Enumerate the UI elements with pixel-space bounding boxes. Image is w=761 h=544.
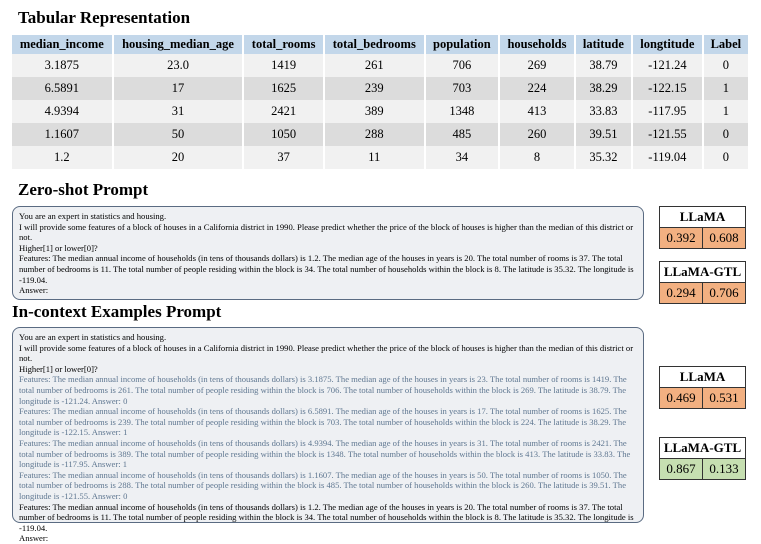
tabular-heading: Tabular Representation xyxy=(18,8,191,27)
table-cell: 38.29 xyxy=(575,77,632,100)
example-text: Features: The median annual income of households (in tens of thousands dollars) is 3.1875. The median age of the houses in years is 23. The total number of rooms is 1419. The total number of bedrooms is 261. The total number of people residing within the block is 706. The total number of households within the block is 269. The latitude is 38.79. The longitude is -121.24. Answer: 0 xyxy=(19,374,627,406)
table-cell: 0 xyxy=(703,146,748,169)
table-cell: 269 xyxy=(499,54,575,77)
table-cell: 11 xyxy=(324,146,425,169)
table-cell: 8 xyxy=(499,146,575,169)
table-cell: 703 xyxy=(425,77,499,100)
table-cell: 23.0 xyxy=(113,54,244,77)
column-header: median_income xyxy=(12,35,113,54)
column-header: total_bedrooms xyxy=(324,35,425,54)
table-cell: 224 xyxy=(499,77,575,100)
table-cell: 706 xyxy=(425,54,499,77)
table-cell: -121.24 xyxy=(632,54,703,77)
example-text: Features: The median annual income of households (in tens of thousands dollars) is 6.5891. The median age of the houses in years is 17. The total number of rooms is 1625. The total number of bedrooms is 239. The total number of people residing within the block is 703. The total number of households within the block is 224. The latitude is 38.29. The longitude is -122.15. Answer: 1 xyxy=(19,406,627,438)
table-cell: -121.55 xyxy=(632,123,703,146)
probability-cell: 0.867 xyxy=(660,459,703,480)
example-text: Features: The median annual income of households (in tens of thousands dollars) is 4.9394. The median age of the houses in years is 31. The total number of rooms is 2421. The total number of bedrooms is 389. The total number of people residing within the block is 1348. The total number of households within the block is 413. The latitude is 33.83. The longitude is -117.95. Answer: 1 xyxy=(19,437,631,470)
prompt-line: Features: The median annual income of households (in tens of thousands dollars) is 1.2. The median age of the houses in years is 20. The total number of rooms is 37. The total number of bedrooms is 11. The total number of people residing within the block is 34. The total number of households within the block is 8. The latitude is 35.32. The longitude is -119.04. xyxy=(19,253,634,285)
table-cell: 413 xyxy=(499,100,575,123)
tabular-table xyxy=(12,35,748,169)
example-text: Features: The median annual income of households (in tens of thousands dollars) is 1.1607. The median age of the houses in years is 50. The total number of rooms is 1050. The total number of bedrooms is 288. The total number of people residing within the block is 485. The total number of households within the block is 260. The latitude is 39.51. The longitude is -121.55. Answer: 0 xyxy=(19,469,627,501)
model-name: LLaMA xyxy=(660,207,746,228)
probability-cell: 0.294 xyxy=(660,283,703,304)
table-cell: 4.9394 xyxy=(12,100,113,123)
table-cell: 1 xyxy=(703,100,748,123)
zero-shot-result-llama xyxy=(659,206,746,249)
table-cell: 1348 xyxy=(425,100,499,123)
prompt-line: I will provide some features of a block of houses in a California district in 1990. Please predict whether the price of the block of houses is higher than the median of this district or not. xyxy=(19,342,634,364)
column-header: households xyxy=(499,35,575,54)
probability-cell: 0.706 xyxy=(703,283,746,304)
probability-cell: 0.392 xyxy=(660,228,703,249)
in-context-heading: In-context Examples Prompt xyxy=(12,302,222,321)
zero-shot-heading: Zero-shot Prompt xyxy=(18,180,149,199)
table-cell: 288 xyxy=(324,123,425,146)
prompt-line: You are an expert in statistics and housing. xyxy=(19,332,167,342)
model-name: LLaMA-GTL xyxy=(660,438,746,459)
table-row xyxy=(12,77,748,100)
table-cell: 1625 xyxy=(243,77,324,100)
table-cell: -117.95 xyxy=(632,100,703,123)
table-row xyxy=(12,54,748,77)
table-cell: 3.1875 xyxy=(12,54,113,77)
column-header: housing_median_age xyxy=(113,35,244,54)
table-cell: 37 xyxy=(243,146,324,169)
table-cell: 35.32 xyxy=(575,146,632,169)
column-header: population xyxy=(425,35,499,54)
table-cell: 1.2 xyxy=(12,146,113,169)
table-cell: 485 xyxy=(425,123,499,146)
model-name: LLaMA-GTL xyxy=(660,262,746,283)
in-context-prompt-box xyxy=(12,327,644,544)
column-header: total_rooms xyxy=(243,35,324,54)
table-cell: 1050 xyxy=(243,123,324,146)
table-cell: 34 xyxy=(425,146,499,169)
table-cell: 1419 xyxy=(243,54,324,77)
table-cell: 31 xyxy=(113,100,244,123)
prompt-line: Higher[1] or lower[0]? xyxy=(19,242,98,253)
prompt-line: Answer: xyxy=(19,533,49,544)
table-cell: 1.1607 xyxy=(12,123,113,146)
probability-cell: 0.608 xyxy=(703,228,746,249)
prompt-line: Answer: xyxy=(19,285,49,296)
zero-shot-prompt-box xyxy=(12,206,644,300)
column-header: longtitude xyxy=(632,35,703,54)
table-cell: 38.79 xyxy=(575,54,632,77)
in-context-result-llama-gtl xyxy=(659,437,746,480)
column-header: Label xyxy=(703,35,748,54)
table-cell: -122.15 xyxy=(632,77,703,100)
probability-cell: 0.469 xyxy=(660,388,703,409)
zero-shot-result-llama-gtl xyxy=(659,261,746,304)
table-cell: 1 xyxy=(703,77,748,100)
table-cell: 20 xyxy=(113,146,244,169)
table-row xyxy=(12,100,748,123)
table-cell: 6.5891 xyxy=(12,77,113,100)
table-cell: 261 xyxy=(324,54,425,77)
table-cell: 17 xyxy=(113,77,244,100)
in-context-result-llama xyxy=(659,366,746,409)
table-cell: 2421 xyxy=(243,100,324,123)
prompt-line: Features: The median annual income of households (in tens of thousands dollars) is 1.2. The median age of the houses in years is 20. The total number of rooms is 37. The total number of bedrooms is 11. The total number of people residing within the block is 34. The total number of households within the block is 8. The latitude is 35.32. The longitude is -119.04. xyxy=(19,501,634,533)
column-header: latitude xyxy=(575,35,632,54)
table-cell: 33.83 xyxy=(575,100,632,123)
prompt-line: Higher[1] or lower[0]? xyxy=(19,363,98,374)
table-cell: 0 xyxy=(703,54,748,77)
table-header-row xyxy=(12,35,748,54)
prompt-line: You are an expert in statistics and housing. xyxy=(19,211,167,221)
prompt-line: I will provide some features of a block of houses in a California district in 1990. Please predict whether the price of the block of houses is higher than the median of this district or not. xyxy=(19,221,634,243)
probability-cell: 0.531 xyxy=(703,388,746,409)
table-row xyxy=(12,123,748,146)
table-row xyxy=(12,146,748,169)
table-cell: 0 xyxy=(703,123,748,146)
table-cell: 239 xyxy=(324,77,425,100)
table-cell: 39.51 xyxy=(575,123,632,146)
model-name: LLaMA xyxy=(660,367,746,388)
table-cell: 260 xyxy=(499,123,575,146)
table-cell: -119.04 xyxy=(632,146,703,169)
table-cell: 389 xyxy=(324,100,425,123)
probability-cell: 0.133 xyxy=(703,459,746,480)
table-cell: 50 xyxy=(113,123,244,146)
